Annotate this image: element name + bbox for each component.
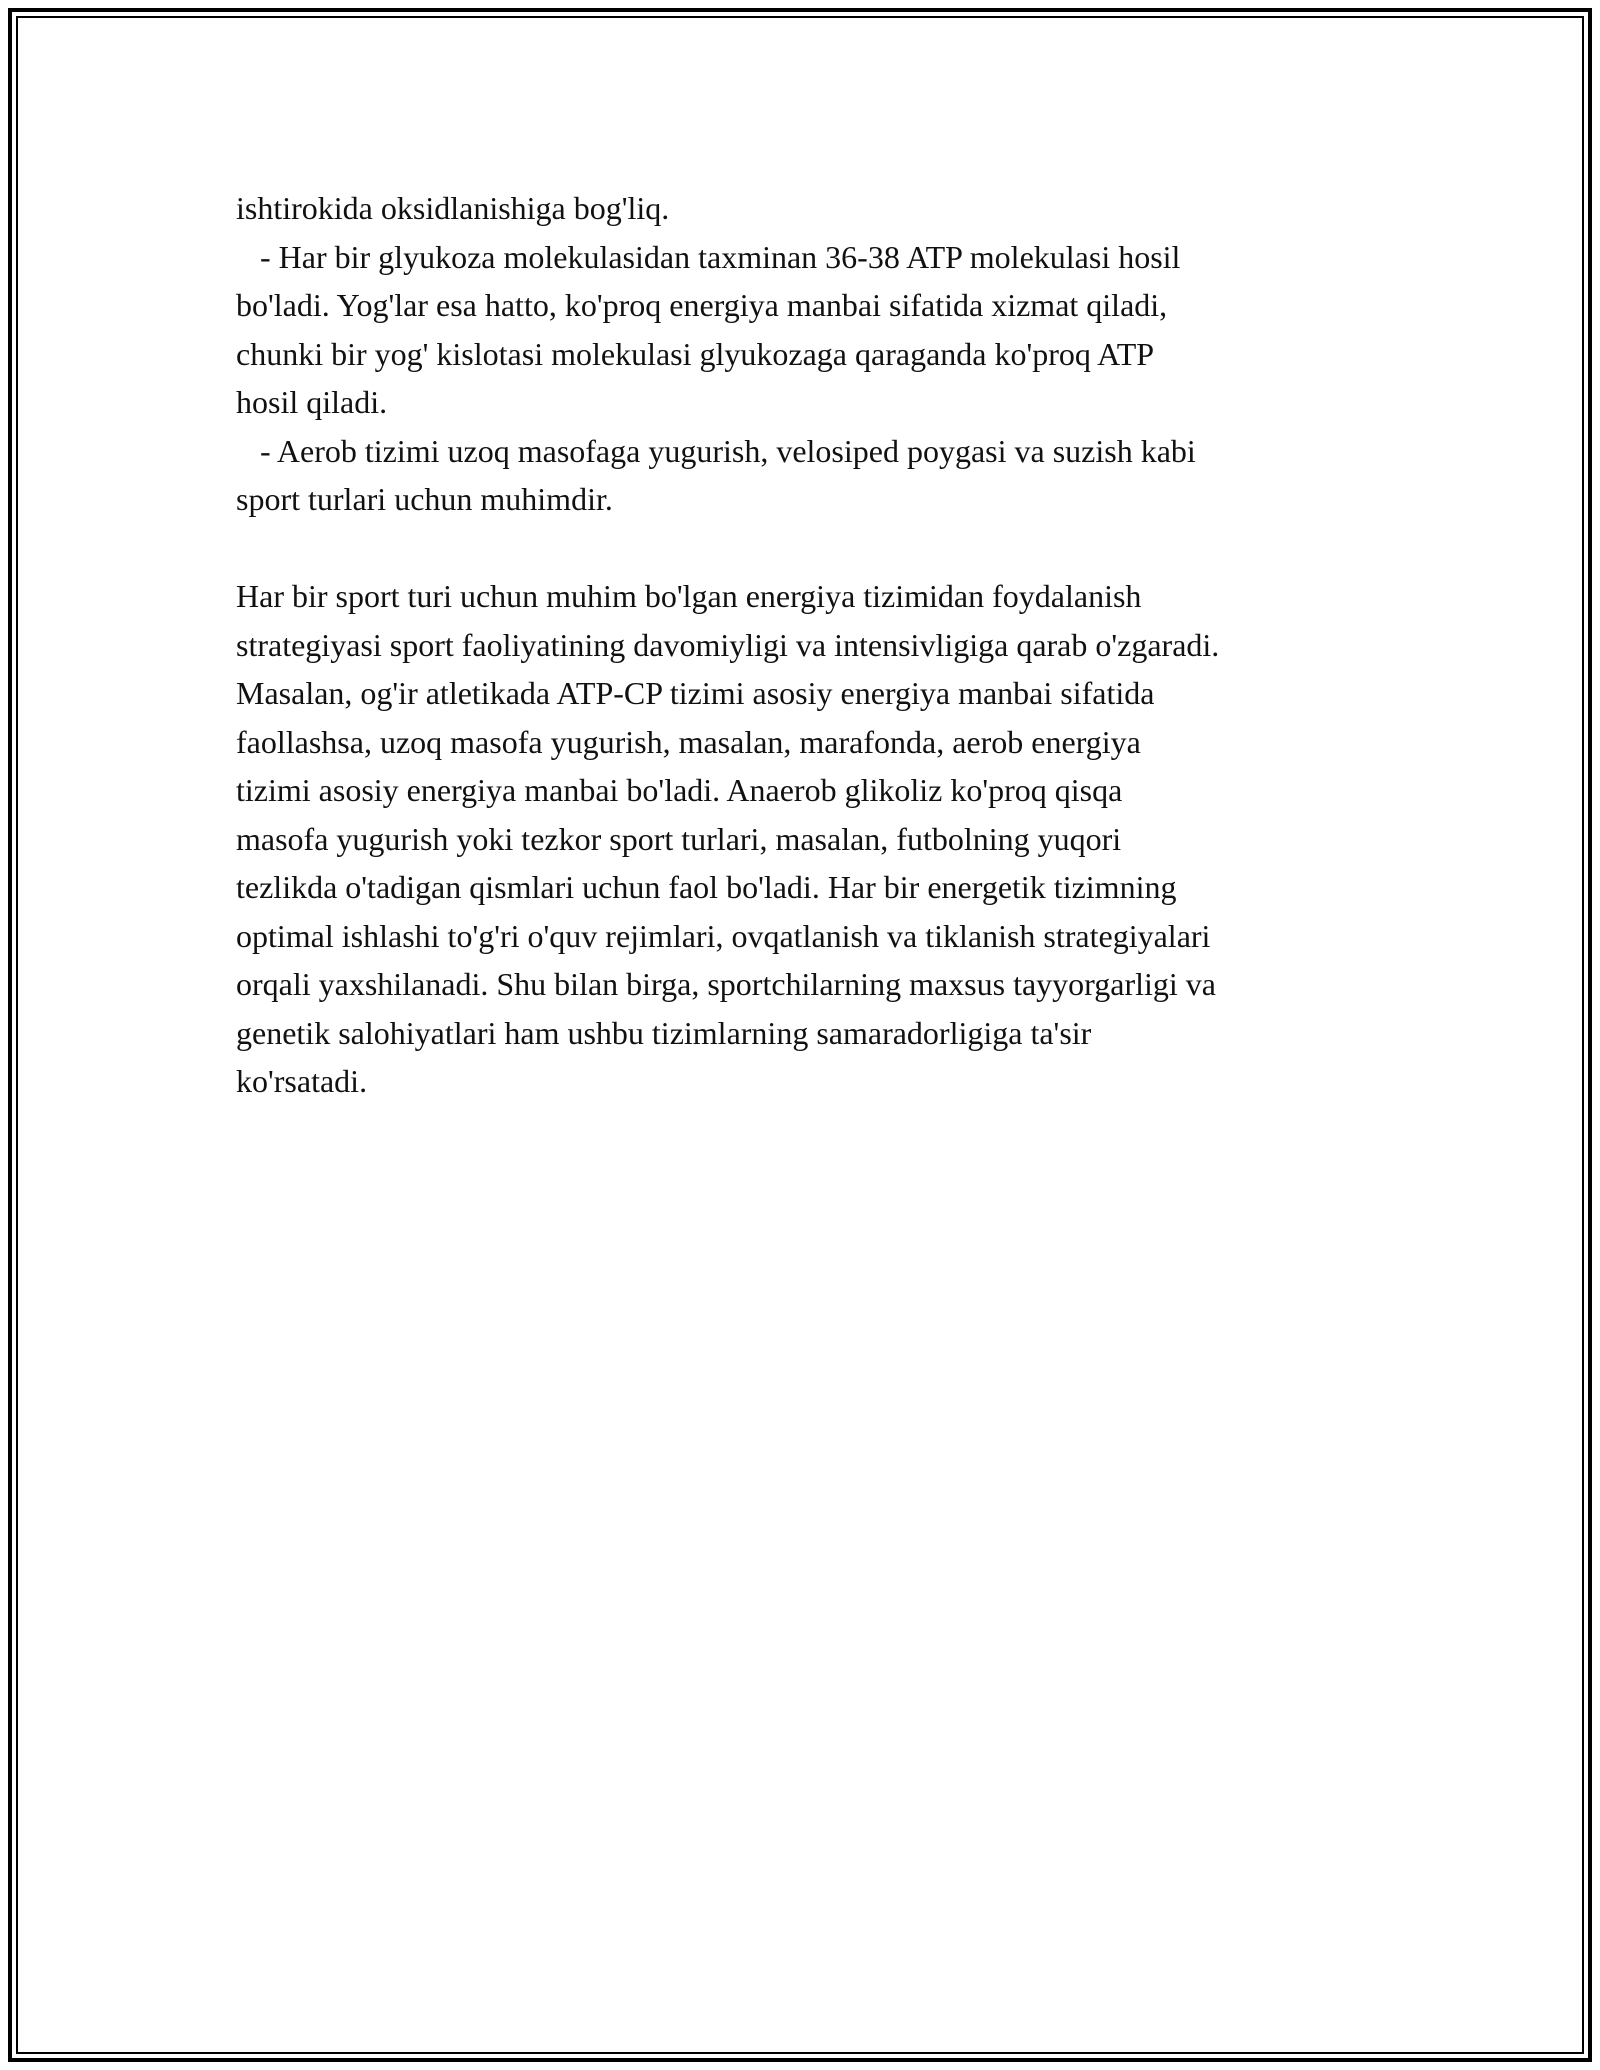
text-line: - Har bir glyukoza molekulasidan taxminan 36-38 ATP molekulasi hosil — [236, 238, 1181, 275]
text-line: masofa yugurish yoki tezkor sport turlari, masalan, futbolning yuqori — [236, 820, 1122, 857]
text-line: chunki bir yog' kislotasi molekulasi glyukozaga qaraganda ko'proq ATP — [236, 335, 1155, 372]
text-line: strategiyasi sport faoliyatining davomiyligi va intensivligiga qarab o'zgaradi. — [236, 626, 1220, 663]
text-line: tezlikda o'tadigan qismlari uchun faol bo'ladi. Har bir energetik tizimning — [236, 869, 1177, 905]
text-line: Masalan, og'ir atletikada ATP-CP tizimi asosiy energiya manbai sifatida — [236, 675, 1155, 711]
text-line: - Aerob tizimi uzoq masofaga yugurish, velosiped poygasi va suzish kabi — [236, 432, 1196, 469]
text-line: sport turlari uchun muhimdir. — [236, 481, 613, 517]
text-line: ishtirokida oksidlanishiga bog'liq. — [236, 190, 670, 226]
text-line: orqali yaxshilanadi. Shu bilan birga, sportchilarning maxsus tayyorgarligi va — [236, 966, 1216, 1002]
text-line: tizimi asosiy energiya manbai bo'ladi. Anaerob glikoliz ko'proq qisqa — [236, 772, 1123, 808]
document-body — [236, 184, 1386, 1106]
text-line: genetik salohiyatlari ham ushbu tizimlarning samaradorligiga ta'sir — [236, 1014, 1092, 1051]
text-line: bo'ladi. Yog'lar esa hatto, ko'proq energiya manbai sifatida xizmat qiladi, — [236, 287, 1168, 323]
text-line: hosil qiladi. — [236, 384, 388, 420]
text-line: optimal ishlashi to'g'ri o'quv rejimlari, ovqatlanish va tiklanish strategiyalari — [236, 917, 1211, 954]
text-line: Har bir sport turi uchun muhim bo'lgan energiya tizimidan foydalanish — [236, 578, 1142, 614]
paragraph-break — [236, 524, 1386, 573]
text-line: faollashsa, uzoq masofa yugurish, masalan, marafonda, aerob energiya — [236, 723, 1141, 760]
text-line: ko'rsatadi. — [236, 1063, 368, 1099]
